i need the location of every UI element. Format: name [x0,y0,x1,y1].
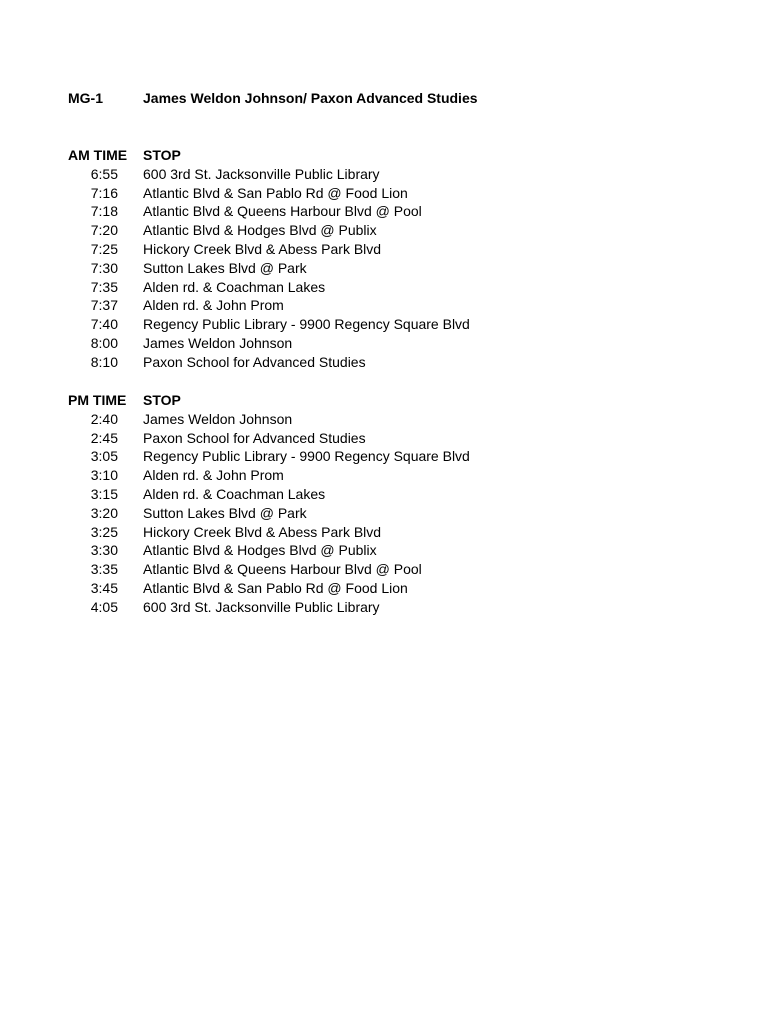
am-time-header: AM TIME [68,147,128,163]
am-schedule [68,146,568,372]
stop-time: 8:10 [90,353,118,370]
am-header-row [68,146,568,165]
stop-time: 7:16 [90,184,118,201]
pm-time-header: PM TIME [68,392,127,408]
schedule-row [68,466,568,485]
stop-time: 7:18 [90,203,118,220]
stop-location: Regency Public Library - 9900 Regency Square Blvd [143,448,470,465]
stop-time: 3:15 [90,485,118,502]
pm-rows [68,410,568,617]
stop-time: 8:00 [90,334,118,351]
schedule-row [68,410,568,429]
schedule-row [68,485,568,504]
stop-time: 7:30 [90,259,118,276]
schedule-row [68,296,568,315]
stop-location: Hickory Creek Blvd & Abess Park Blvd [143,240,382,257]
stop-time: 3:05 [90,448,118,465]
stop-location: James Weldon Johnson [143,334,293,351]
stop-time: 7:35 [90,278,118,295]
stop-time: 2:45 [90,429,118,446]
route-code: MG-1 [68,90,103,106]
stop-time: 3:25 [90,523,118,540]
pm-stop-header: STOP [143,392,181,408]
stop-location: Alden rd. & Coachman Lakes [143,278,326,295]
stop-location: Hickory Creek Blvd & Abess Park Blvd [143,523,382,540]
stop-location: Atlantic Blvd & San Pablo Rd @ Food Lion [143,184,408,201]
stop-location: Alden rd. & Coachman Lakes [143,485,326,502]
pm-header-row [68,391,568,410]
stop-location: Atlantic Blvd & San Pablo Rd @ Food Lion [143,579,408,596]
schedule-row [68,202,568,221]
stop-time: 2:40 [90,410,118,427]
schedule-row [68,504,568,523]
stop-time: 3:30 [90,542,118,559]
stop-location: James Weldon Johnson [143,410,293,427]
schedule-row [68,429,568,448]
stop-time: 7:40 [90,316,118,333]
am-stop-header: STOP [143,147,181,163]
stop-time: 7:20 [90,222,118,239]
stop-location: Sutton Lakes Blvd @ Park [143,259,307,276]
stop-location: Atlantic Blvd & Queens Harbour Blvd @ Pool [143,561,422,578]
am-rows [68,165,568,372]
stop-location: 600 3rd St. Jacksonville Public Library [143,598,380,615]
schedule-row [68,447,568,466]
stop-time: 3:10 [90,467,118,484]
route-name: James Weldon Johnson/ Paxon Advanced Studies [143,90,478,106]
stop-time: 4:05 [90,598,118,615]
schedule-row [68,353,568,372]
schedule-row [68,579,568,598]
stop-time: 7:25 [90,240,118,257]
stop-time: 3:20 [90,504,118,521]
stop-location: Atlantic Blvd & Hodges Blvd @ Publix [143,542,377,559]
schedule-row [68,560,568,579]
stop-time: 7:37 [90,297,118,314]
schedule-row [68,240,568,259]
schedule-row [68,334,568,353]
pm-schedule [68,391,568,617]
stop-time: 6:55 [90,165,118,182]
stop-location: Atlantic Blvd & Hodges Blvd @ Publix [143,222,377,239]
schedule-row [68,278,568,297]
schedule-row [68,259,568,278]
stop-location: Atlantic Blvd & Queens Harbour Blvd @ Pool [143,203,422,220]
schedule-row [68,598,568,617]
schedule-row [68,541,568,560]
schedule-row [68,165,568,184]
schedule-row [68,221,568,240]
stop-location: Sutton Lakes Blvd @ Park [143,504,307,521]
stop-location: Paxon School for Advanced Studies [143,429,366,446]
stop-location: Regency Public Library - 9900 Regency Square Blvd [143,316,470,333]
stop-location: 600 3rd St. Jacksonville Public Library [143,165,380,182]
stop-time: 3:35 [90,561,118,578]
stop-location: Alden rd. & John Prom [143,467,284,484]
stop-location: Paxon School for Advanced Studies [143,353,366,370]
stop-location: Alden rd. & John Prom [143,297,284,314]
schedule-row [68,523,568,542]
stop-time: 3:45 [90,579,118,596]
schedule-row [68,184,568,203]
schedule-row [68,315,568,334]
